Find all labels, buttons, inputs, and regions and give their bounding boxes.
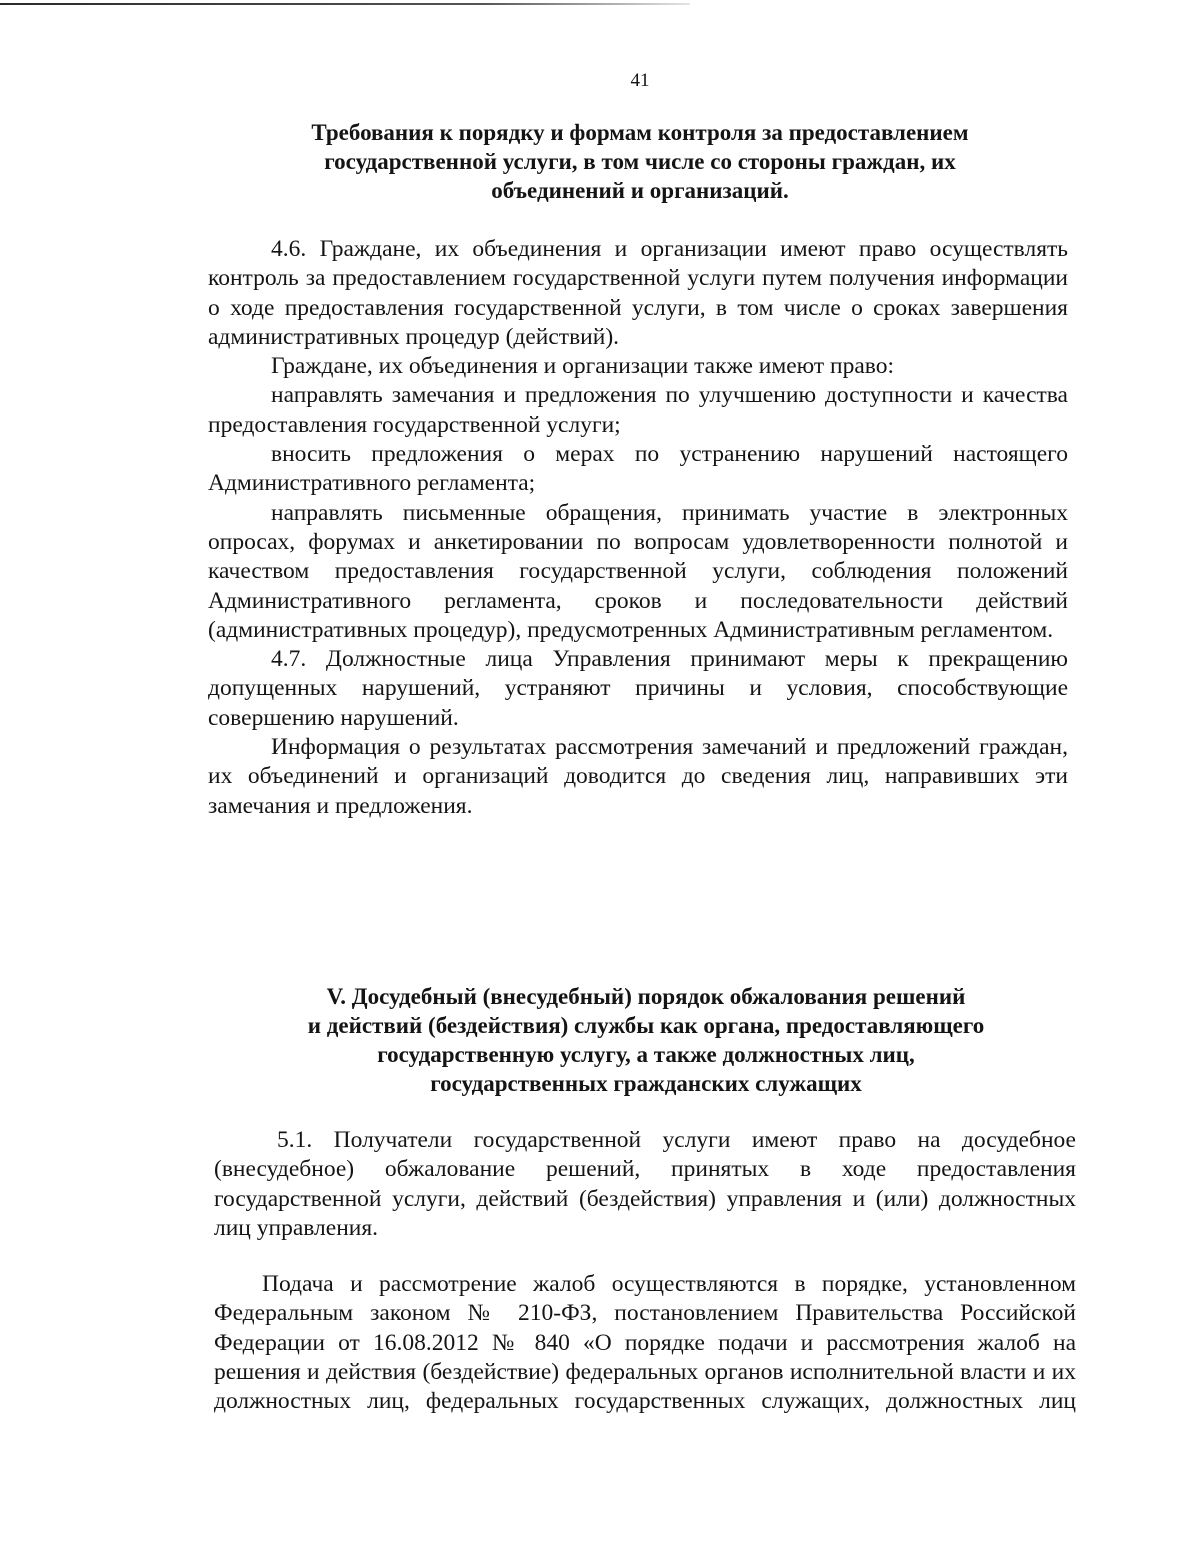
paragraph-right-remarks: направлять замечания и предложения по улучшению доступности и качества предоставления государственной услуги; bbox=[208, 382, 1068, 438]
heading-line: государственных гражданских служащих bbox=[430, 1071, 862, 1096]
paragraph-right-proposals: вносить предложения о мерах по устранению нарушений настоящего Административного регламента; bbox=[208, 441, 1068, 497]
page-number: 41 bbox=[630, 70, 650, 91]
heading-line: Требования к порядку и формам контроля за предоставлением bbox=[311, 120, 969, 145]
heading-line: государственной услуги, в том числе со стороны граждан, их bbox=[324, 149, 956, 174]
heading-line: государственную услугу, а также должностных лиц, bbox=[377, 1042, 915, 1067]
paragraph-complaints-procedure: Подача и рассмотрение жалоб осуществляются в порядке, установленном Федеральным законом № 210-ФЗ, постановлением Правительства Российской Федерации от 16.08.2012 № 840 «О порядке подачи и рассмотрения жалоб на решения и действия (бездействие) федеральных органов исполнительной власти и их должностных лиц, федеральных государственных служащих, должностных лиц bbox=[214, 1271, 1076, 1415]
heading-line: и действий (бездействия) службы как органа, предоставляющего bbox=[307, 1013, 985, 1038]
heading-line: объединений и организаций. bbox=[491, 178, 789, 203]
paragraph-4-7: 4.7. Должностные лица Управления принимают меры к прекращению допущенных нарушений, устраняют причины и условия, способствующие совершению нарушений. bbox=[208, 646, 1068, 731]
paragraph-5-1: 5.1. Получатели государственной услуги имеют право на досудебное (внесудебное) обжалование решений, принятых в ходе предоставления государственной услуги, действий (бездействия) управления и (или) должностных лиц управления. bbox=[214, 1127, 1076, 1241]
section-5-heading bbox=[216, 982, 1076, 1098]
section-5-complaints bbox=[214, 1270, 1076, 1416]
scan-edge-line bbox=[0, 3, 690, 5]
paragraph-4-6: 4.6. Граждане, их объединения и организации имеют право осуществлять контроль за предоставлением государственной услуги путем получения информации о ходе предоставления государственной услуги, в том числе о сроках завершения административных процедур (действий). bbox=[208, 236, 1068, 350]
paragraph-information: Информация о результатах рассмотрения замечаний и предложений граждан, их объединений и организаций доводится до сведения лиц, направивших эти замечания и предложения. bbox=[208, 734, 1068, 819]
section-4-body bbox=[208, 235, 1068, 821]
heading-line: V. Досудебный (внесудебный) порядок обжалования решений bbox=[326, 984, 966, 1009]
paragraph-right-appeals: направлять письменные обращения, принимать участие в электронных опросах, форумах и анкетировании по вопросам удовлетворенности полнотой и качеством предоставления государственной услуги, соблюдения положений Административного регламента, сроков и последовательности действий (административных процедур), предусмотренных Административным регламентом. bbox=[208, 499, 1068, 643]
paragraph-rights-intro: Граждане, их объединения и организации также имеют право: bbox=[271, 353, 895, 380]
section-5-body bbox=[214, 1126, 1076, 1243]
section-4-heading bbox=[210, 118, 1070, 205]
